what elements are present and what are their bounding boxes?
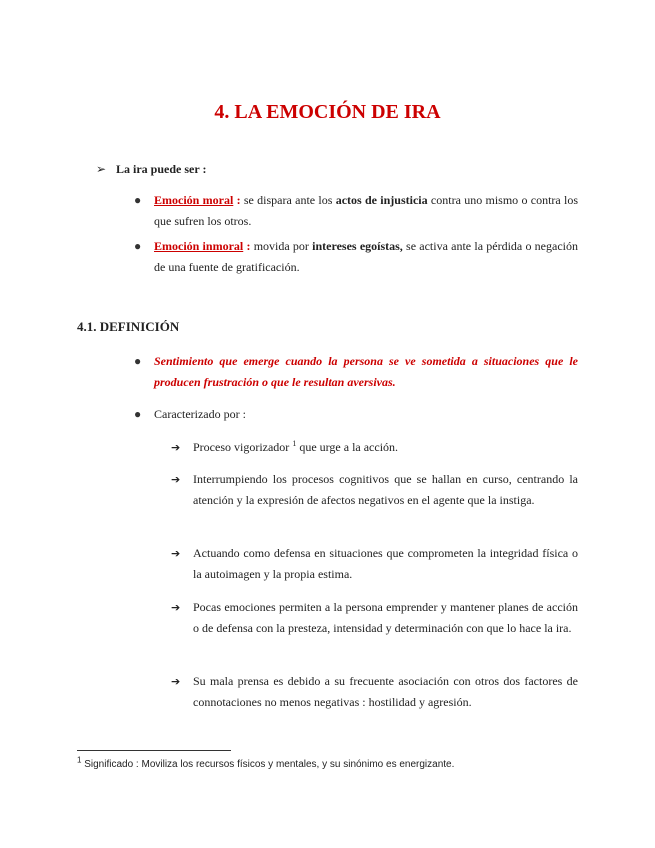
footnote-ref[interactable]: 1 (292, 439, 297, 448)
footnote-text: Significado : Moviliza los recursos físicos y mentales, y su sinónimo es energizante. (81, 759, 455, 770)
arrowhead-right-icon: ➢ (96, 162, 107, 176)
characterized-label: Caracterizado por : (154, 407, 246, 421)
item-bold-phrase: actos de injusticia (335, 193, 428, 207)
item-text-post: contra uno mismo o contra los que sufren los otros. (154, 193, 579, 228)
arrow-right-icon: ➔ (171, 473, 181, 486)
intro-item-moral (154, 190, 578, 232)
term-separator: : (243, 239, 251, 253)
page-title: 4. LA EMOCIÓN DE IRA (214, 101, 441, 123)
section-heading: 4.1. DEFINICIÓN (77, 319, 180, 334)
definition-red-text: Sentimiento que emerge cuando la persona se ve sometida a situaciones que le producen frustración o que le resultan aversivas. (154, 354, 578, 389)
footnote-divider (77, 750, 231, 751)
arrow-right-icon: ➔ (171, 601, 181, 614)
sub-item-text: Proceso vigorizador (193, 440, 290, 454)
arrow-right-icon: ➔ (171, 441, 181, 454)
sub-item: Interrumpiendo los procesos cognitivos que se hallan en curso, centrando la atención y la expresión de afectos negativos en el agente que la instiga. (193, 472, 578, 507)
bullet-dot-icon: ● (134, 193, 142, 207)
item-text-pre: movida por (250, 239, 313, 253)
definition-text (154, 351, 578, 393)
bullet-dot-icon: ● (134, 407, 142, 421)
term-separator: : (233, 193, 241, 207)
sub-item (193, 437, 578, 458)
intro-item-inmoral (154, 236, 578, 278)
arrow-right-icon: ➔ (171, 675, 181, 688)
item-text-pre: se dispara ante los (240, 193, 336, 207)
bullet-dot-icon: ● (134, 239, 142, 253)
sub-item: Su mala prensa es debido a su frecuente asociación con otros dos factores de connotaciones no menos negativas : hostilidad y agresión. (193, 674, 578, 709)
item-bold-phrase: intereses egoístas, (312, 239, 403, 253)
sub-item-text-after: que urge a la acción. (296, 440, 399, 454)
sub-item: Actuando como defensa en situaciones que comprometen la integridad física o la autoimagen y la propia estima. (193, 546, 578, 581)
intro-heading: La ira puede ser : (116, 162, 207, 176)
item-text-post: se activa ante la pérdida o negación de una fuente de gratificación. (154, 239, 578, 274)
bullet-dot-icon: ● (134, 354, 142, 368)
sub-item: Pocas emociones permiten a la persona emprender y mantener planes de acción o de defensa con la presteza, intensidad y determinación con que lo hace la ira. (193, 600, 578, 635)
arrow-right-icon: ➔ (171, 547, 181, 560)
term-emocion-moral: Emoción moral (154, 193, 234, 207)
term-emocion-inmoral: Emoción inmoral (154, 239, 244, 253)
footnote-marker: 1 (77, 755, 82, 765)
footnote (77, 755, 455, 772)
